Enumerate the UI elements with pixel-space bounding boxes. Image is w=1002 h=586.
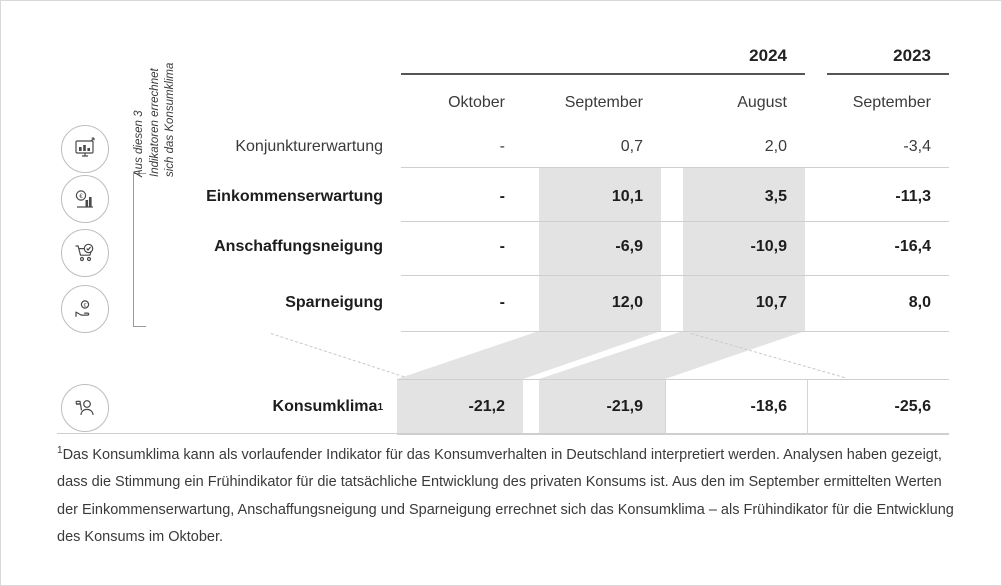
shopping-cart-check-icon: [61, 229, 109, 277]
value-einkommen-oktober: -: [499, 188, 505, 205]
table-row: [1, 169, 1002, 225]
row-divider-4: [401, 331, 949, 332]
grouping-bracket: [133, 173, 146, 327]
value-konjunktur-september-2023: -3,4: [903, 138, 931, 155]
value-sparneigung-september: 12,0: [611, 294, 643, 311]
table-row: [1, 219, 1002, 275]
row-divider-konsumklima-bottom: [397, 434, 949, 435]
value-anschaffung-september-2023: -16,4: [894, 238, 931, 255]
svg-text:€: €: [83, 302, 87, 309]
value-sparneigung-august: 10,7: [755, 294, 787, 311]
column-divider-aug: [665, 379, 666, 435]
bracket-annotation-line-2: Indikatoren errechnet: [148, 68, 161, 177]
row-divider-2: [401, 221, 949, 222]
row-label-einkommenserwartung: Einkommenserwartung: [206, 188, 383, 205]
value-konjunktur-september: 0,7: [620, 138, 643, 155]
value-sparneigung-september-2023: 8,0: [908, 294, 931, 311]
value-anschaffung-august: -10,9: [750, 238, 787, 255]
row-divider-konsumklima-top: [397, 379, 949, 380]
footnote: [57, 441, 957, 552]
footnote-text: Das Konsumklima kann als vorlaufender Indikator für das Konsumverhalten in Deutschland interpretiert werden. Analysen haben gezeigt, dass die Stimmung ein Frühindikator für die tatsächliche Entwicklung des privaten Konsums ist. Aus den im September ermittelten Werten der Einkommenserwartung, Anschaffungsneigung und Sparneigung errechnet sich das Konsumklima – als Frühindikator für die Entwicklung des Konsums im Oktober.: [57, 446, 954, 546]
row-divider-1: [401, 167, 949, 168]
value-einkommen-september: 10,1: [611, 188, 643, 205]
footnote-marker: 1: [57, 445, 63, 456]
year-label-2024: 2024: [749, 46, 787, 65]
value-konsumklima-oktober: -21,2: [468, 398, 505, 415]
value-einkommen-september-2023: -11,3: [895, 188, 931, 205]
month-header-august: August: [737, 94, 787, 111]
value-konjunktur-oktober: -: [499, 138, 505, 155]
dashed-connector-left: [271, 333, 404, 377]
svg-text:€: €: [79, 194, 83, 200]
month-header-september: September: [564, 94, 643, 111]
bracket-annotation-line-1: Aus diesen 3: [133, 110, 145, 177]
value-konsumklima-september: -21,9: [606, 398, 643, 415]
person-consumer-icon: [61, 384, 109, 432]
value-sparneigung-oktober: -: [499, 294, 505, 311]
row-label-konjunkturerwartung: Konjunkturerwartung: [235, 138, 383, 155]
month-header-oktober: Oktober: [448, 94, 505, 111]
rule-under-2023: [827, 73, 949, 75]
row-label-anschaffungsneigung: Anschaffungsneigung: [214, 238, 383, 255]
year-label-2023: 2023: [893, 46, 931, 65]
value-konsumklima-september-2023: -25,6: [894, 398, 931, 415]
coin-bars-icon: [61, 175, 109, 223]
rule-under-2024: [401, 73, 805, 75]
bracket-annotation-line-3: sich das Konsumklima: [164, 62, 177, 177]
hand-coin-icon: [61, 285, 109, 333]
month-header-september-2023: September: [852, 94, 931, 111]
row-label-konsumklima-sup: 1: [377, 401, 383, 413]
row-label-konsumklima: [111, 379, 401, 435]
row-label-konsumklima-text: Konsumklima: [272, 398, 378, 415]
value-einkommen-august: 3,5: [764, 188, 787, 205]
table-row: [1, 275, 1002, 331]
row-divider-3: [401, 275, 949, 276]
value-konjunktur-august: 2,0: [764, 138, 787, 155]
bracket-annotation: [132, 32, 179, 177]
value-anschaffung-oktober: -: [499, 238, 505, 255]
value-konsumklima-august: -18,6: [750, 398, 787, 415]
monitor-chart-icon: [61, 125, 109, 173]
column-divider-sep23: [807, 379, 808, 435]
row-label-sparneigung: Sparneigung: [285, 294, 383, 311]
value-anschaffung-september: -6,9: [615, 238, 643, 255]
table-row-summary: [1, 379, 1002, 435]
